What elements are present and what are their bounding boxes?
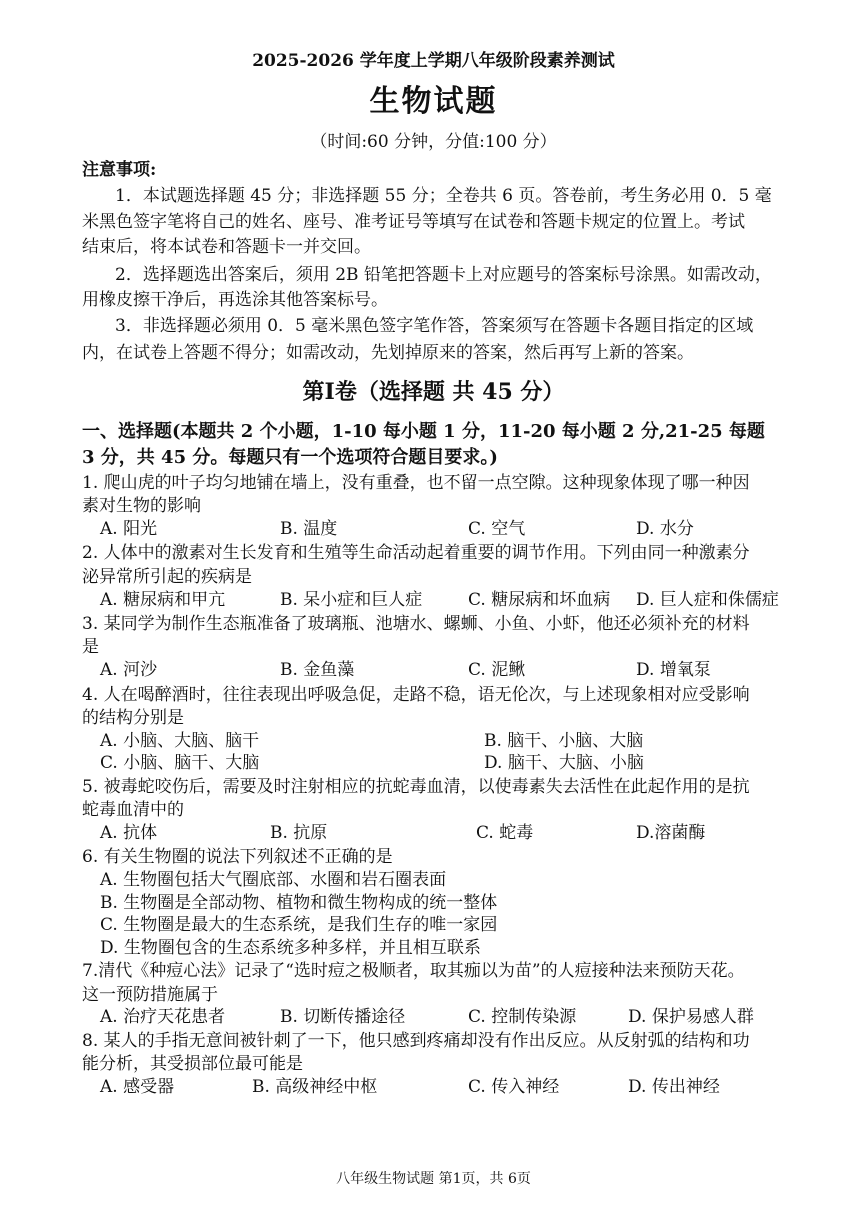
question-stem: 素对生物的影响 [82, 496, 201, 516]
question-stem: 3. 某同学为制作生态瓶准备了玻璃瓶、池塘水、螺蛳、小鱼、小虾，他还必须补充的材料 [82, 614, 750, 634]
question-stem: 能分析，其受损部位最可能是 [82, 1054, 303, 1074]
option-b: B. 抗原 [270, 823, 328, 843]
option-b: B. 呆小症和巨人症 [280, 590, 423, 610]
option-b: B. 生物圈是全部动物、植物和微生物构成的统一整体 [100, 893, 498, 913]
notice-heading: 注意事项: [82, 160, 157, 180]
option-d: D.溶菌酶 [636, 823, 706, 843]
notice-line: 米黑色签字笔将自己的姓名、座号、准考证号等填写在试卷和答题卡规定的位置上。考试 [82, 212, 745, 232]
option-a: A. 小脑、大脑、脑干 [100, 731, 260, 751]
option-c: C. 传入神经 [468, 1077, 560, 1097]
option-c: C. 小脑、脑干、大脑 [100, 753, 260, 773]
question-stem: 这一预防措施属于 [82, 985, 218, 1005]
part-title: 第Ⅰ卷（选择题 共 45 分） [302, 379, 565, 405]
option-d: D. 传出神经 [628, 1077, 720, 1097]
option-c: C. 生物圈是最大的生态系统，是我们生存的唯一家园 [100, 915, 498, 935]
option-d: D. 生物圈包含的生态系统多种多样，并且相互联系 [100, 938, 481, 958]
question-stem: 2. 人体中的激素对生长发育和生殖等生命活动起着重要的调节作用。下列由同一种激素分 [82, 543, 750, 563]
option-d: D. 增氧泵 [636, 660, 711, 680]
question-stem: 8. 某人的手指无意间被针刺了一下，他只感到疼痛却没有作出反应。从反射弧的结构和功 [82, 1031, 750, 1051]
notice-line: 内，在试卷上答题不得分；如需改动，先划掉原来的答案，然后再写上新的答案。 [82, 343, 694, 363]
option-a: A. 抗体 [100, 823, 158, 843]
notice-line: 2．选择题选出答案后，须用 2B 铅笔把答题卡上对应题号的答案标号涂黑。如需改动， [115, 265, 772, 285]
option-d: D. 水分 [636, 519, 694, 539]
option-b: B. 温度 [280, 519, 338, 539]
option-b: B. 切断传播途径 [280, 1007, 406, 1027]
section-heading: 一、选择题(本题共 2 个小题，1-10 每小题 1 分，11-20 每小题 2 分,21-25 每题 [82, 421, 765, 442]
option-c: C. 泥鳅 [468, 660, 526, 680]
option-c: C. 控制传染源 [468, 1007, 577, 1027]
option-b: B. 金鱼藻 [280, 660, 355, 680]
question-stem: 4. 人在喝醉酒时，往往表现出呼吸急促，走路不稳，语无伦次，与上述现象相对应受影响 [82, 685, 750, 705]
question-stem: 是 [82, 637, 99, 657]
question-stem: 5. 被毒蛇咬伤后，需要及时注射相应的抗蛇毒血清，以使毒素失去活性在此起作用的是抗 [82, 777, 750, 797]
question-stem: 的结构分别是 [82, 708, 184, 728]
question-stem: 7.清代《种痘心法》记录了“选时痘之极顺者，取其痂以为苗”的人痘接种法来预防天花。 [82, 961, 745, 981]
notice-line: 3．非选择题必须用 0．5 毫米黑色签字笔作答，答案须写在答题卡各题目指定的区域 [115, 316, 754, 336]
option-a: A. 糖尿病和甲亢 [100, 590, 226, 610]
page-footer: 八年级生物试题 第1页，共 6页 [336, 1171, 531, 1187]
notice-line: 用橡皮擦干净后，再选涂其他答案标号。 [82, 290, 388, 310]
option-b: B. 高级神经中枢 [252, 1077, 378, 1097]
option-a: A. 治疗天花患者 [100, 1007, 226, 1027]
option-a: A. 河沙 [100, 660, 158, 680]
option-a: A. 感受器 [100, 1077, 175, 1097]
option-d: D. 保护易感人群 [628, 1007, 754, 1027]
question-stem: 6. 有关生物圈的说法下列叙述不正确的是 [82, 847, 393, 867]
option-d: D. 脑干、大脑、小脑 [484, 753, 644, 773]
question-stem: 1. 爬山虎的叶子均匀地铺在墙上，没有重叠，也不留一点空隙。这种现象体现了哪一种因 [82, 473, 750, 493]
option-b: B. 脑干、小脑、大脑 [484, 731, 644, 751]
option-a: A. 生物圈包括大气圈底部、水圈和岩石圈表面 [100, 870, 447, 890]
option-a: A. 阳光 [100, 519, 158, 539]
option-d: D. 巨人症和侏儒症 [636, 590, 779, 610]
option-c: C. 糖尿病和坏血病 [468, 590, 611, 610]
section-heading: 3 分，共 45 分。每题只有一个选项符合题目要求。) [82, 447, 498, 468]
exam-header-line: 2025-2026 学年度上学期八年级阶段素养测试 [252, 51, 615, 71]
question-stem: 蛇毒血清中的 [82, 800, 184, 820]
question-stem: 泌异常所引起的疾病是 [82, 567, 252, 587]
option-c: C. 空气 [468, 519, 526, 539]
time-score-line: （时间:60 分钟，分值:100 分） [310, 132, 557, 152]
notice-line: 结束后，将本试卷和答题卡一并交回。 [82, 237, 371, 257]
option-c: C. 蛇毒 [476, 823, 534, 843]
page-title: 生物试题 [369, 84, 498, 119]
notice-line: 1．本试题选择题 45 分；非选择题 55 分；全卷共 6 页。答卷前，考生务必用 0．5 毫 [115, 186, 772, 206]
